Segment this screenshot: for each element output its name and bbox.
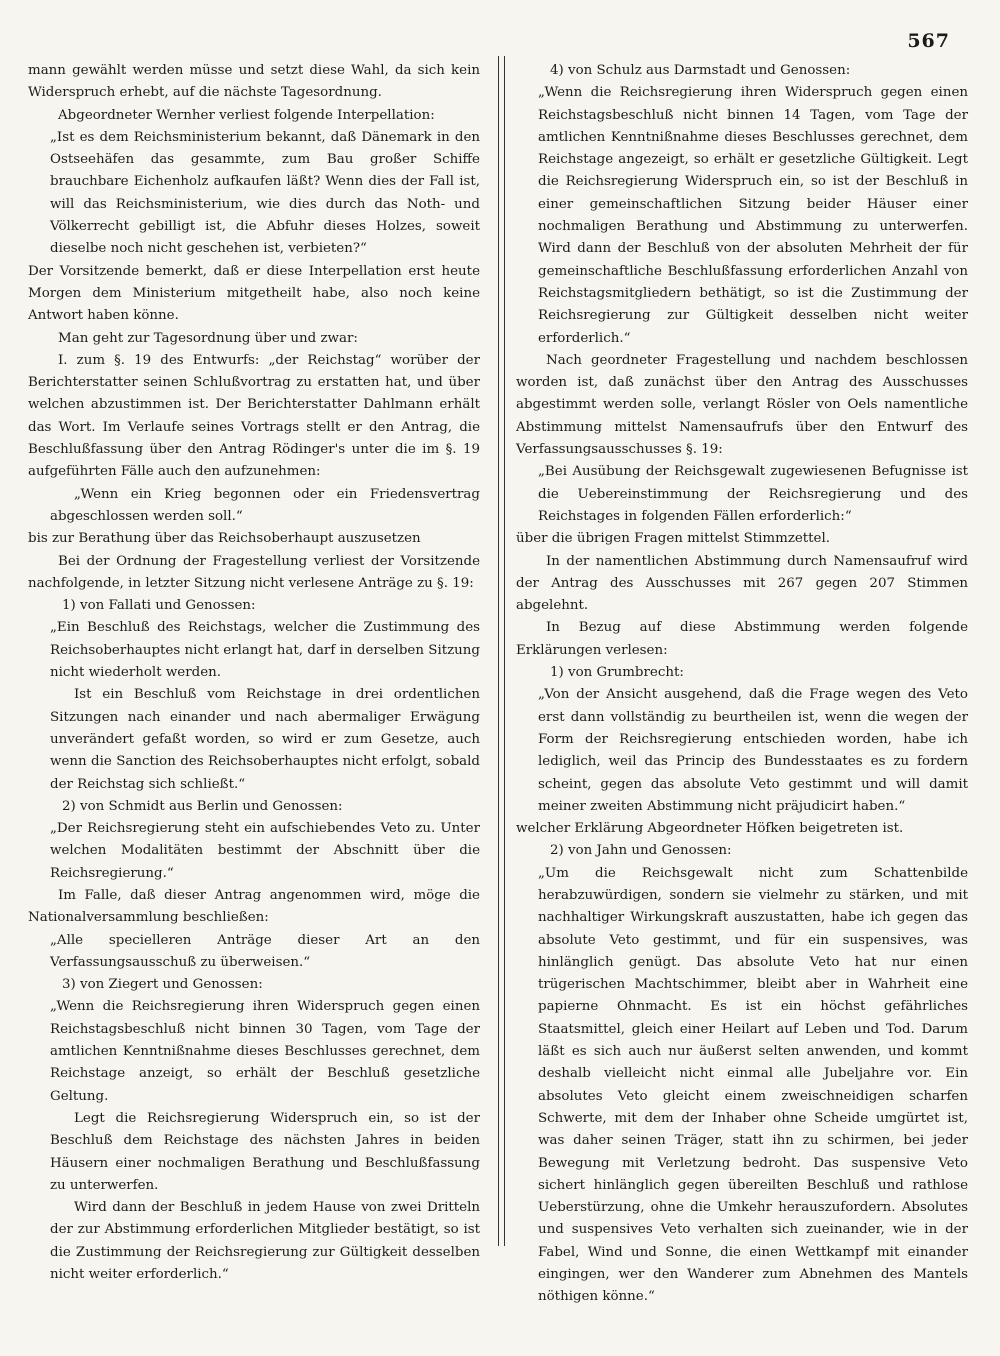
paragraph: „Ein Beschluß des Reichstags, welcher die Zustimmung des Reichsoberhauptes nicht erlangt hat, darf in derselben Sitzung nicht wiederholt werden.	[50, 620, 480, 681]
paragraph: über die übrigen Fragen mittelst Stimmzettel.	[516, 531, 831, 547]
paragraph: In Bezug auf diese Abstimmung werden folgende Erklärungen verlesen:	[516, 620, 968, 658]
paragraph: „Ist es dem Reichsministerium bekannt, daß Dänemark in den Ostseehäfen das gesammte, zum Bau großer Schiffe brauchbare Eichenholz aufkaufen läßt? Wenn dies der Fall ist, will das Reichsministerium, wie dies durch das Noth- und Völkerrecht gebilligt ist, die Abfuhr dieses Holzes, soweit dieselbe noch nicht geschehen ist, verbieten?“	[50, 129, 480, 257]
paragraph: Ist ein Beschluß vom Reichstage in drei ordentlichen Sitzungen nach einander und nach abermaliger Erwägung unverändert gefaßt worden, so wird er zum Gesetze, auch wenn die Sanction des Reichsoberhauptes nicht erfolgt, sobald der Reichstag sich schließt.“	[50, 687, 480, 792]
page-number: 567	[907, 30, 950, 52]
paragraph: 4) von Schulz aus Darmstadt und Genossen:	[550, 63, 851, 78]
paragraph: mann gewählt werden müsse und setzt diese Wahl, da sich kein Widerspruch erhebt, auf die nächste Tagesordnung.	[28, 63, 480, 101]
paragraph: welcher Erklärung Abgeordneter Höfken beigetreten ist.	[516, 821, 904, 837]
paragraph: „Um die Reichsgewalt nicht zum Schattenbilde herabzuwürdigen, sondern sie vielmehr zu stärken, und mit nachhaltiger Wirkungskraft auszustatten, habe ich gegen das absolute Veto gestimmt, und für ein suspensives, was hinlänglich genügt. Das absolute Veto hat nur einen trügerischen Machtschimmer, bleibt aber in Wahrheit eine papierne Ohnmacht. Es ist ein höchst gefährliches Staatsmittel, gleich einer Heilart auf Leben und Tod. Darum läßt es sich auch nur äußerst selten anwenden, und kommt deshalb vielleicht nicht einmal alle Jubeljahre vor. Ein absolutes Veto gleicht einem zweischneidigen scharfen Schwerte, mit dem der Inhaber ohne Scheide umgürtet ist, was daher seinen Träger, statt ihn zu schirmen, bei jeder Bewegung mit Verletzung bedroht. Das suspensive Veto sichert hinlänglich gegen übereilten Beschluß und rathlose Ueberstürzung, ohne die Umkehr herauszufordern. Absolutes und suspensives Veto verhalten sich zueinander, wie in der Fabel, Wind und Sonne, die einen Wettkampf mit einander eingingen, wer den Wanderer zum Abnehmen des Mantels nöthigen könne.“	[538, 865, 968, 1305]
paragraph: 1) von Grumbrecht:	[550, 665, 684, 681]
right-column	[516, 60, 968, 1309]
paragraph: Wird dann der Beschluß in jedem Hause von zwei Dritteln der zur Abstimmung erforderlichen Mitglieder bestätigt, so ist die Zustimmung der Reichsregierung zur Gültigkeit desselben nicht weiter erforderlich.“	[50, 1200, 480, 1283]
paragraph: Der Vorsitzende bemerkt, daß er diese Interpellation erst heute Morgen dem Ministerium mitgetheilt habe, also noch keine Antwort haben könne.	[28, 263, 480, 324]
paragraph: Im Falle, daß dieser Antrag angenommen wird, möge die Nationalversammlung beschließen:	[28, 887, 480, 926]
paragraph: „Wenn die Reichsregierung ihren Widerspruch gegen einen Reichstagsbeschluß nicht binnen 14 Tagen, vom Tage der amtlichen Kenntnißnahme dieses Beschlusses gerechnet, dem Reichstage angezeigt, so erhält er gesetzliche Gültigkeit. Legt die Reichsregierung Widerspruch ein, so ist der Beschluß in einer gemeinschaftlichen Sitzung beider Häuser einer nochmaligen Berathung und Abstimmung zu unterwerfen. Wird dann der Beschluß von der absoluten Mehrheit der für gemeinschaftliche Beschlußfassung erforderlichen Anzahl von Reichstagsmitgliedern bethätigt, so ist die Zustimmung der Reichsregierung zur Gültigkeit desselben nicht weiter erforderlich.“	[538, 85, 968, 346]
paragraph: „Von der Ansicht ausgehend, daß die Frage wegen des Veto erst dann vollständig zu beurtheilen ist, wenn die wegen der Form der Reichsregierung entschieden worden, habe ich lediglich, weil das Princip des Bundesstaates es zu fordern scheint, gegen das absolute Veto gestimmt und will damit meiner zweiten Abstimmung nicht präjudicirt haben.“	[538, 687, 968, 814]
paragraph: Nach geordneter Fragestellung und nachdem beschlossen worden ist, daß zunächst über den Antrag des Ausschusses abgestimmt werden solle, verlangt Rösler von Oels namentliche Abstimmung mittelst Namensaufrufs über den Entwurf des Verfassungsausschusses §. 19:	[516, 352, 968, 458]
paragraph: 1) von Fallati und Genossen:	[62, 598, 256, 614]
paragraph: In der namentlichen Abstimmung durch Namensaufruf wird der Antrag des Ausschusses mit 267 gegen 207 Stimmen abgelehnt.	[516, 553, 968, 614]
paragraph: I. zum §. 19 des Entwurfs: „der Reichstag“ worüber der Berichterstatter seinen Schlußvortrag zu erstatten hat, und über welchen abzustimmen ist. Der Berichterstatter Dahlmann erhält das Wort. Im Verlaufe seines Vortrags stellt er den Antrag, die Beschlußfassung über den Antrag Rödinger's unter die im §. 19 aufgeführten Fälle auch den aufzunehmen:	[28, 352, 480, 480]
paragraph: „Alle specielleren Anträge dieser Art an den Verfassungsausschuß zu überweisen.“	[50, 932, 480, 970]
column-divider	[498, 56, 505, 1246]
paragraph: 3) von Ziegert und Genossen:	[62, 977, 263, 993]
left-column	[28, 60, 480, 1286]
paragraph: „Der Reichsregierung steht ein aufschiebendes Veto zu. Unter welchen Modalitäten bestimmt der Abschnitt über die Reichsregierung.“	[50, 821, 480, 881]
paragraph: Man geht zur Tagesordnung über und zwar:	[58, 330, 358, 346]
paragraph: „Wenn ein Krieg begonnen oder ein Friedensvertrag abgeschlossen werden soll.“	[50, 486, 480, 524]
paragraph: 2) von Jahn und Genossen:	[550, 843, 732, 859]
paragraph: 2) von Schmidt aus Berlin und Genossen:	[62, 798, 343, 814]
paragraph: Legt die Reichsregierung Widerspruch ein, so ist der Beschluß dem Reichstage des nächsten Jahres in beiden Häusern einer nochmaligen Berathung und Beschlußfassung zu unterwerfen.	[50, 1110, 480, 1193]
paragraph: „Bei Ausübung der Reichsgewalt zugewiesenen Befugnisse ist die Uebereinstimmung der Reichsregierung und des Reichstages in folgenden Fällen erforderlich:“	[538, 464, 968, 524]
paragraph: Bei der Ordnung der Fragestellung verliest der Vorsitzende nachfolgende, in letzter Sitzung nicht verlesene Anträge zu §. 19:	[28, 553, 480, 591]
paragraph: Abgeordneter Wernher verliest folgende Interpellation:	[58, 107, 435, 123]
paragraph: „Wenn die Reichsregierung ihren Widerspruch gegen einen Reichstagsbeschluß nicht binnen 30 Tagen, vom Tage der amtlichen Kenntnißnahme dieses Beschlusses gerechnet, dem Reichstage anzeigt, so erhält der Beschluß gesetzliche Geltung.	[50, 999, 480, 1104]
paragraph: bis zur Berathung über das Reichsoberhaupt auszusetzen	[28, 531, 421, 547]
